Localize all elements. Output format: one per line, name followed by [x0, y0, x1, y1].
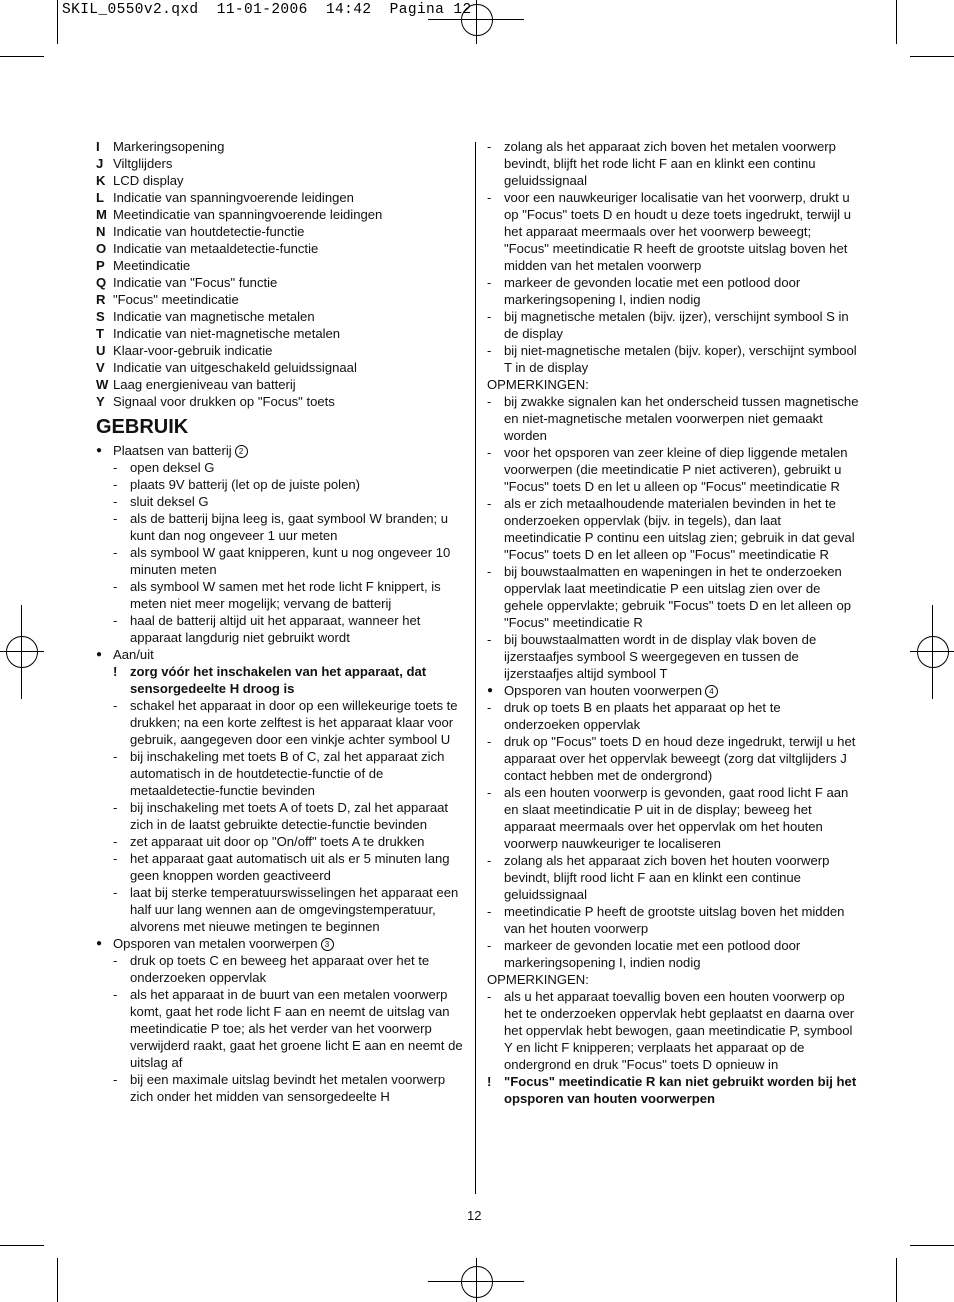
item-text	[130, 748, 466, 799]
item-text-content: laat bij sterke temperatuurswisselingen het apparaat een half uur lang wennen aan de omgevingstemperatuur, alvorens met nieuwe metingen te beginnen	[130, 885, 459, 934]
item-text	[504, 784, 859, 852]
right-instructions	[487, 138, 859, 1107]
item-text	[130, 1071, 466, 1105]
warning-icon: !	[113, 664, 118, 679]
item-text	[130, 952, 466, 986]
item-text	[504, 444, 859, 495]
dash-marker: -	[113, 749, 118, 764]
list-item	[487, 138, 859, 189]
notes-label: OPMERKINGEN:	[487, 972, 589, 987]
dash-marker: -	[113, 579, 118, 594]
list-item	[96, 544, 466, 578]
item-text	[504, 699, 859, 733]
dash-marker: -	[487, 853, 492, 868]
legend-key: I	[96, 139, 100, 154]
dash-marker: -	[113, 511, 118, 526]
item-text	[130, 476, 360, 493]
legend-row	[96, 257, 466, 274]
dash-marker: -	[487, 700, 492, 715]
item-text-content: als een houten voorwerp is gevonden, gaat rood licht F aan en slaat meetindicatie P uit in de display; beweeg het apparaat meermaals over het oppervlak om het houten voorwerp nauwkeuriger te localiseren	[504, 785, 849, 851]
dash-marker: -	[113, 613, 118, 628]
list-item	[96, 952, 466, 986]
dash-marker: -	[487, 632, 492, 647]
crop-mark	[910, 56, 954, 57]
list-item	[487, 274, 859, 308]
legend-text: Signaal voor drukken op "Focus" toets	[113, 394, 335, 409]
bullet-icon: ●	[96, 938, 103, 949]
crop-mark	[57, 0, 58, 44]
item-text-content: druk op toets C en beweeg het apparaat over het te onderzoeken oppervlak	[130, 953, 430, 985]
item-text	[130, 544, 466, 578]
item-text	[504, 308, 859, 342]
legend-text: Laag energieniveau van batterij	[113, 377, 296, 392]
item-text	[504, 342, 859, 376]
print-slug: SKIL_0550v2.qxd 11-01-2006 14:42 Pagina 12	[62, 2, 472, 18]
legend-row	[96, 240, 466, 257]
registration-line	[476, 0, 477, 44]
list-item	[96, 748, 466, 799]
list-item	[96, 697, 466, 748]
item-text-content: zet apparaat uit door op "On/off" toets A te drukken	[130, 834, 425, 849]
list-item	[487, 444, 859, 495]
item-text-content: als het apparaat in de buurt van een metalen voorwerp komt, gaat het rode licht F aan en neemt de uitslag van meetindicatie P toe; als het verder van het voorwerp verwijderd raakt, gaat het groene licht E aan en neemt de uitslag af	[130, 987, 463, 1070]
dash-marker: -	[487, 496, 492, 511]
item-text-content: bij inschakeling met toets B of C, zal het apparaat zich automatisch in de houtdetectie-functie of de metaaldetectie-functie bevinden	[130, 749, 445, 798]
column-divider	[475, 142, 476, 1194]
crop-mark	[910, 1245, 954, 1246]
list-item	[96, 1071, 466, 1105]
left-instructions	[96, 442, 466, 1105]
list-item	[487, 852, 859, 903]
dash-marker: -	[113, 545, 118, 560]
list-item	[96, 799, 466, 833]
legend-row	[96, 189, 466, 206]
legend-key: W	[96, 377, 109, 392]
legend-key: U	[96, 343, 106, 358]
list-item	[96, 510, 466, 544]
dash-marker: -	[113, 851, 118, 866]
legend-text: Indicatie van metaaldetectie-functie	[113, 241, 319, 256]
legend-row	[96, 206, 466, 223]
bullet-heading	[96, 935, 466, 952]
item-text-content: schakel het apparaat in door op een willekeurige toets te drukken; na een korte zelftest is het apparaat klaar voor gebruik, aangegeven door een vinkje achter symbool U	[130, 698, 458, 747]
legend-row	[96, 223, 466, 240]
item-text-content: Plaatsen van batterij	[113, 443, 232, 458]
item-text	[130, 884, 466, 935]
item-text-content: als symbool W samen met het rode licht F knippert, is meten niet meer mogelijk; vervang de batterij	[130, 579, 441, 611]
item-text-content: voor het opsporen van zeer kleine of diep liggende metalen voorwerpen (die meetindicatie P niet activeren), gebruikt u "Focus" toets D en let u alleen op "Focus" meetindicatie R	[504, 445, 848, 494]
item-text	[130, 612, 466, 646]
item-text	[504, 189, 859, 274]
item-text	[130, 697, 466, 748]
item-text-content: het apparaat gaat automatisch uit als er 5 minuten lang geen knoppen worden geactiveerd	[130, 851, 450, 883]
item-text-content: open deksel G	[130, 460, 215, 475]
legend-key: Q	[96, 275, 107, 290]
item-text	[113, 442, 248, 459]
item-text	[504, 1073, 859, 1107]
item-text-content: bij bouwstaalmatten en wapeningen in het te onderzoeken oppervlak laat meetindicatie P een uitslag zien over de gehele oppervlakte; gebruik "Focus" toets D en let alleen op "Focus" meetindicatie R	[504, 564, 852, 630]
legend-text: LCD display	[113, 173, 184, 188]
item-text	[130, 833, 424, 850]
item-text-content: bij inschakeling met toets A of toets D, zal het apparaat zich in de laatst gebruikte detectie-functie bevinden	[130, 800, 449, 832]
right-column	[487, 138, 859, 1107]
item-text	[504, 631, 859, 682]
registration-mark-top	[461, 4, 493, 36]
dash-marker: -	[113, 834, 118, 849]
bullet-heading	[96, 646, 466, 663]
legend-key: M	[96, 207, 107, 222]
crop-mark	[896, 1258, 897, 1302]
item-text-content: druk op toets B en plaats het apparaat op het te onderzoeken oppervlak	[504, 700, 781, 732]
legend-row	[96, 308, 466, 325]
section-heading: GEBRUIK	[96, 416, 189, 438]
legend-key: K	[96, 173, 106, 188]
list-item	[487, 495, 859, 563]
list-item	[487, 631, 859, 682]
legend-row	[96, 393, 466, 410]
list-item	[96, 986, 466, 1071]
crop-mark	[896, 0, 897, 44]
list-item	[487, 903, 859, 937]
legend-key: V	[96, 360, 105, 375]
dash-marker: -	[113, 800, 118, 815]
item-text-content: plaats 9V batterij (let op de juiste polen)	[130, 477, 361, 492]
dash-marker: -	[113, 885, 118, 900]
registration-line	[476, 1258, 477, 1302]
list-item	[96, 833, 466, 850]
list-item	[96, 884, 466, 935]
item-text-content: bij niet-magnetische metalen (bijv. koper), verschijnt symbool T in de display	[504, 343, 857, 375]
dash-marker: -	[487, 139, 492, 154]
item-text-content: zolang als het apparaat zich boven het metalen voorwerp bevindt, blijft het rode licht F aan en klinkt een continu geluidssignaal	[504, 139, 836, 188]
dash-marker: -	[113, 460, 118, 475]
legend-key: R	[96, 292, 106, 307]
dash-marker: -	[487, 564, 492, 579]
legend-row	[96, 325, 466, 342]
list-item	[487, 393, 859, 444]
list-item	[96, 578, 466, 612]
item-text-content: als er zich metaalhoudende materialen bevinden in het te onderzoeken oppervlak (bijv. in tegels), dan laat meetindicatie P continu een uitslag zien; gebruik in dat geval "Focus" toets D en let alleen op "Focus" meetindicatie R	[504, 496, 855, 562]
item-text	[504, 495, 859, 563]
item-text-content: druk op "Focus" toets D en houd deze ingedrukt, terwijl u het apparaat over het oppervlak beweegt (zorg dat viltglijders J contact hebben met de ondergrond)	[504, 734, 856, 783]
item-text-content: bij magnetische metalen (bijv. ijzer), verschijnt symbool S in de display	[504, 309, 849, 341]
item-text	[504, 563, 859, 631]
registration-line	[428, 1281, 524, 1282]
legend-text: Indicatie van uitgeschakeld geluidssignaal	[113, 360, 357, 375]
registration-mark-left	[6, 636, 38, 668]
figure-ref-icon: 3	[321, 938, 334, 951]
item-text	[130, 663, 466, 697]
legend-row	[96, 138, 466, 155]
list-item	[487, 784, 859, 852]
item-text	[130, 493, 209, 510]
registration-line	[932, 605, 933, 699]
item-text	[504, 903, 859, 937]
legend-row	[96, 155, 466, 172]
item-text-content: sluit deksel G	[130, 494, 209, 509]
list-item	[96, 850, 466, 884]
legend-key: O	[96, 241, 107, 256]
legend-key: N	[96, 224, 106, 239]
legend-key: Y	[96, 394, 105, 409]
list-item	[487, 563, 859, 631]
item-text	[113, 646, 154, 663]
list-item	[96, 493, 466, 510]
list-item	[96, 476, 466, 493]
dash-marker: -	[487, 394, 492, 409]
list-item	[487, 988, 859, 1073]
dash-marker: -	[113, 987, 118, 1002]
item-text	[130, 459, 214, 476]
list-item	[487, 308, 859, 342]
item-text	[504, 733, 859, 784]
item-text-content: als symbool W gaat knipperen, kunt u nog ongeveer 10 minuten meten	[130, 545, 451, 577]
item-text	[504, 393, 859, 444]
dash-marker: -	[113, 953, 118, 968]
dash-marker: -	[487, 785, 492, 800]
legend-text: Indicatie van houtdetectie-functie	[113, 224, 305, 239]
list-item	[96, 612, 466, 646]
item-text	[113, 935, 334, 952]
item-text	[130, 986, 466, 1071]
legend-text: Meetindicatie	[113, 258, 191, 273]
dash-marker: -	[487, 734, 492, 749]
registration-mark-right	[917, 636, 949, 668]
legend-key: S	[96, 309, 105, 324]
item-text	[130, 510, 466, 544]
warning-item	[487, 1073, 859, 1107]
legend-key: L	[96, 190, 104, 205]
warning-item	[96, 663, 466, 697]
item-text-content: als u het apparaat toevallig boven een houten voorwerp op het te onderzoeken oppervlak hebt geplaatst en daarna over het oppervlak hebt bewogen, gaan meetindicatie P, symbool Y en licht F knipperen; verplaats het apparaat op de ondergrond en druk "Focus" toets D opnieuw in	[504, 989, 855, 1072]
item-text-content: "Focus" meetindicatie R kan niet gebruikt worden bij het opsporen van houten voorwerpen	[504, 1074, 857, 1106]
item-text	[504, 988, 859, 1073]
legend-key: J	[96, 156, 104, 171]
item-text-content: markeer de gevonden locatie met een potlood door markeringsopening I, indien nodig	[504, 275, 801, 307]
dash-marker: -	[487, 309, 492, 324]
legend-row	[96, 274, 466, 291]
dash-marker: -	[487, 343, 492, 358]
legend-text: Indicatie van niet-magnetische metalen	[113, 326, 341, 341]
warning-icon: !	[487, 1074, 492, 1089]
crop-mark	[57, 1258, 58, 1302]
notes-label: OPMERKINGEN:	[487, 377, 589, 392]
crop-mark	[0, 1245, 44, 1246]
crop-mark	[0, 56, 44, 57]
list-item	[487, 189, 859, 274]
bullet-icon: ●	[96, 649, 103, 660]
item-text	[130, 850, 466, 884]
item-text	[504, 138, 859, 189]
item-text-content: als de batterij bijna leeg is, gaat symbool W branden; u kunt dan nog ongeveer 1 uur meten	[130, 511, 449, 543]
item-text	[130, 578, 466, 612]
legend-row	[96, 291, 466, 308]
legend-key: P	[96, 258, 105, 273]
figure-ref-icon: 4	[705, 685, 718, 698]
legend-text: Viltglijders	[113, 156, 173, 171]
item-text	[504, 274, 859, 308]
item-text-content: bij een maximale uitslag bevindt het metalen voorwerp zich onder het midden van sensorgedeelte H	[130, 1072, 446, 1104]
list-item	[487, 733, 859, 784]
legend-key: T	[96, 326, 104, 341]
item-text-content: meetindicatie P heeft de grootste uitslag boven het midden van het houten voorwerp	[504, 904, 845, 936]
dash-marker: -	[487, 989, 492, 1004]
bullet-icon: ●	[96, 445, 103, 456]
item-text-content: zorg vóór het inschakelen van het apparaat, dat sensorgedeelte H droog is	[130, 664, 427, 696]
dash-marker: -	[113, 494, 118, 509]
dash-marker: -	[487, 904, 492, 919]
list-item	[487, 937, 859, 971]
item-text	[504, 937, 859, 971]
dash-marker: -	[113, 1072, 118, 1087]
item-text-content: bij bouwstaalmatten wordt in de display vlak boven de ijzerstaafjes symbool S weergegeven en tussen de ijzerstaafjes altijd symbool T	[504, 632, 817, 681]
legend-text: "Focus" meetindicatie	[113, 292, 239, 307]
bullet-heading	[96, 442, 466, 459]
item-text-content: markeer de gevonden locatie met een potlood door markeringsopening I, indien nodig	[504, 938, 801, 970]
registration-mark-bottom	[461, 1266, 493, 1298]
legend-row	[96, 172, 466, 189]
legend-row	[96, 359, 466, 376]
item-text-content: bij zwakke signalen kan het onderscheid tussen magnetische en niet-magnetische metalen voorwerpen niet gemaakt worden	[504, 394, 859, 443]
bullet-icon: ●	[487, 685, 494, 696]
legend-text: Klaar-voor-gebruik indicatie	[113, 343, 273, 358]
page-number: 12	[467, 1208, 482, 1223]
item-text-content: Aan/uit	[113, 647, 154, 662]
registration-line	[428, 19, 524, 20]
list-item	[487, 699, 859, 733]
legend-text: Indicatie van "Focus" functie	[113, 275, 278, 290]
dash-marker: -	[487, 938, 492, 953]
legend-row	[96, 376, 466, 393]
legend-text: Indicatie van spanningvoerende leidingen	[113, 190, 354, 205]
dash-marker: -	[487, 445, 492, 460]
bullet-heading	[487, 682, 859, 699]
item-text	[504, 852, 859, 903]
dash-marker: -	[113, 698, 118, 713]
item-text-content: voor een nauwkeuriger localisatie van het voorwerp, drukt u op "Focus" toets D en houdt u deze toets ingedrukt, terwijl u het apparaat meermaals over het voorwerp beweegt; "Focus" meetindicatie R heeft de grootste uitslag boven het midden van het metalen voorwerp	[504, 190, 852, 273]
legend-text: Markeringsopening	[113, 139, 225, 154]
legend-text: Indicatie van magnetische metalen	[113, 309, 315, 324]
item-text-content: Opsporen van metalen voorwerpen	[113, 936, 318, 951]
item-text	[130, 799, 466, 833]
figure-ref-icon: 2	[235, 445, 248, 458]
item-text-content: haal de batterij altijd uit het apparaat, wanneer het apparaat langdurig niet gebruikt wordt	[130, 613, 421, 645]
item-text	[504, 682, 718, 699]
legend-row	[96, 342, 466, 359]
item-text-content: zolang als het apparaat zich boven het houten voorwerp bevindt, blijft rood licht F aan en klinkt een continue geluidssignaal	[504, 853, 830, 902]
parts-legend	[96, 138, 466, 410]
registration-line	[21, 605, 22, 699]
list-item	[487, 342, 859, 376]
registration-line	[0, 651, 44, 652]
left-column	[96, 138, 466, 1105]
list-item	[96, 459, 466, 476]
dash-marker: -	[113, 477, 118, 492]
dash-marker: -	[487, 275, 492, 290]
dash-marker: -	[487, 190, 492, 205]
legend-text: Meetindicatie van spanningvoerende leidingen	[113, 207, 383, 222]
item-text-content: Opsporen van houten voorwerpen	[504, 683, 702, 698]
